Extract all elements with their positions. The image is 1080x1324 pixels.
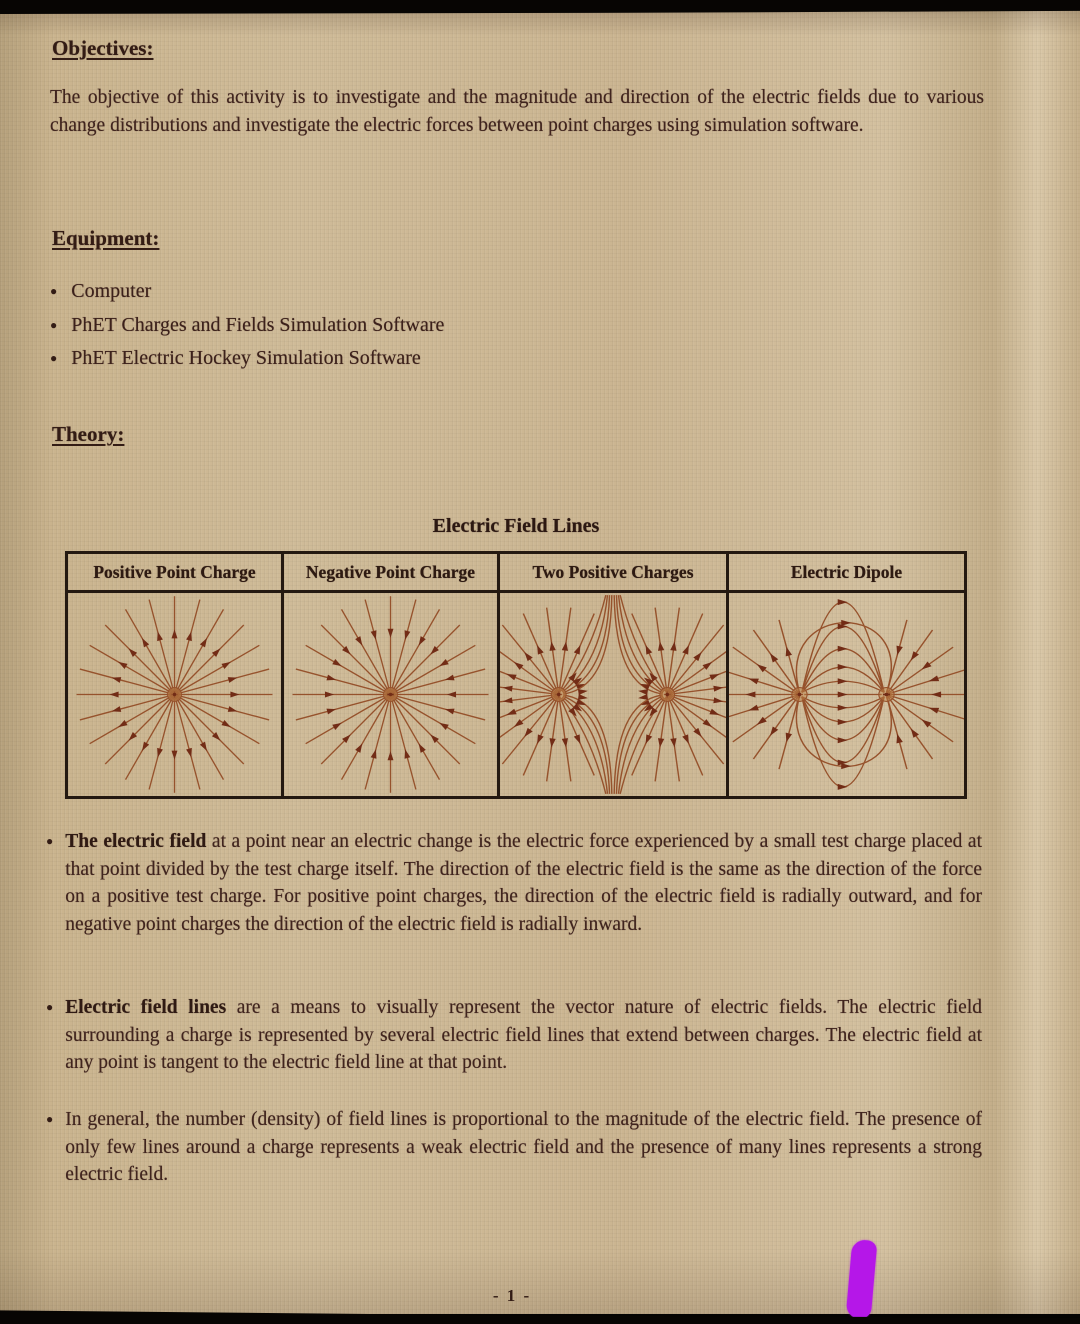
bullet-body: at a point near an electric change is the electric force experienced by a small test charge placed at that point divided by the test charge itself. The direction of the electric field is the same as the direction of the force on a positive test charge. For positive point charges, the direction of the electric field is radially outward, and for negative point charges the direction of the electric field is radially inward. [65,831,982,935]
theory-heading: Theory: [52,422,125,446]
diagram-negative-point-charge [284,593,500,796]
bullet-marker-icon: ● [50,351,58,365]
bullet-body: are a means to visually represent the vector nature of electric fields. The electric field surrounding a charge is represented by several electric field lines that extend between charges. The electric field at any point is tangent to the electric field line at that point. [65,997,982,1073]
purple-pen-mark [846,1239,878,1320]
objectives-paragraph: The objective of this activity is to investigate and the magnitude and direction of the electric fields due to various change distributions and investigate the electric forces between point charges using simulation software. [50,87,984,136]
figure-title: Electric Field Lines [432,515,600,537]
table-header-negative-point-charge: Negative Point Charge [284,554,500,593]
equipment-item [50,312,444,339]
document-page [0,10,1080,1314]
bullet-bold-lead: Electric field lines [65,997,227,1018]
field-lines-table [65,551,967,799]
table-header-positive-point-charge: Positive Point Charge [68,554,284,593]
theory-bullet-line-density [46,1106,982,1189]
bullet-marker-icon: ● [46,1112,54,1126]
table-header-electric-dipole: Electric Dipole [729,554,964,593]
bullet-marker-icon: ● [46,1000,54,1014]
diagram-electric-dipole [729,593,964,796]
bullet-marker-icon: ● [50,317,58,332]
theory-bullet-field-lines [46,994,982,1077]
equipment-item [50,345,444,372]
theory-bullet-text [65,994,982,1077]
diagram-two-positive-charges [500,593,729,796]
diagram-positive-point-charge [68,593,284,796]
equipment-item [50,278,444,305]
theory-bullet-electric-field [46,828,982,938]
table-header-two-positive-charges: Two Positive Charges [500,554,729,593]
bullet-marker-icon: ● [46,834,54,848]
page-number: - 1 - [492,1286,532,1305]
bullet-body: In general, the number (density) of field lines is proportional to the magnitude of the electric field. The presence of only few lines around a charge represents a weak electric field and the presence of many lines represents a strong electric field. [65,1109,982,1185]
equipment-heading: Equipment: [52,226,160,250]
equipment-item-label: PhET Electric Hockey Simulation Software [71,347,421,369]
theory-bullet-text [65,1106,982,1189]
objectives-heading: Objectives: [52,36,154,60]
equipment-list [50,278,444,379]
equipment-item-label: PhET Charges and Fields Simulation Software [71,313,445,336]
bullet-bold-lead: The electric field [65,831,207,852]
theory-bullet-text [65,828,982,938]
bullet-marker-icon: ● [50,284,58,298]
equipment-item-label: Computer [71,280,152,302]
